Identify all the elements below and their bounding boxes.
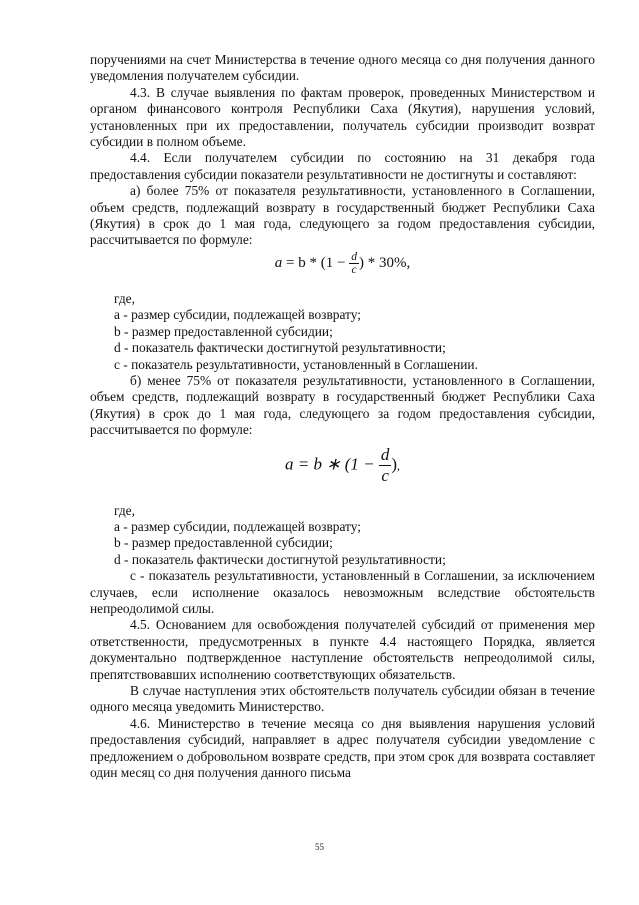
formula-a-lhs: a xyxy=(274,254,283,271)
formula-b-numerator: d xyxy=(380,444,390,464)
paragraph-4-3: 4.3. В случае выявления по фактам проверок, проведенных Министерством и органом финансового контроля Республики Саха (Якутия), нарушения условий, установленных при их предоставлении, получатель субсидии производит возврат субсидии в полном объеме. xyxy=(90,84,595,150)
paragraph-4-6: 4.6. Министерство в течение месяца со дня выявления нарушения условий предоставления субсидий, направляет в адрес получателя субсидии уведомление с предложением о добровольном возврате средств, при этом срок для возврата составляет один месяц со дня получения данного письма xyxy=(90,715,595,781)
paragraph-4-5: 4.5. Основанием для освобождения получателей субсидий от применения мер ответственности, предусмотренных в пункте 4.4 настоящего Порядка, является документально подтвержденное наступление обстоятельств непреодолимой силы, препятствовавших исполнению соответствующих обязательств. xyxy=(90,617,595,682)
paragraph-4-4-b: б) менее 75% от показателя результативности, установленного в Соглашении, объем средств, подлежащий возврату в государственный бюджет Республики Саха (Якутия) в срок до 1 мая года, следующего за годом предоставления субсидии, рассчитывается по формуле: xyxy=(90,372,595,438)
formula-a-rhs: ) * 30%, xyxy=(358,254,411,271)
where-label-1: где, xyxy=(114,290,135,306)
definition2-b: b - размер предоставленной субсидии; xyxy=(114,535,333,551)
formula-a-denominator: c xyxy=(349,263,359,276)
formula-b-rhs: ) xyxy=(391,453,398,473)
formula-a xyxy=(90,251,595,285)
where-label-2: где, xyxy=(114,502,135,518)
formula-a-eq: = b * (1 − xyxy=(282,254,346,271)
definition-b: b - размер предоставленной субсидии; xyxy=(114,323,333,339)
formula-b-lhs: a xyxy=(284,453,294,473)
formula-b-fraction xyxy=(379,445,392,486)
definition2-a: а - размер субсидии, подлежащей возврату; xyxy=(114,518,361,534)
definition2-d: d - показатель фактически достигнутой результативности; xyxy=(114,551,446,567)
formula-b-eq: = b ∗ (1 − xyxy=(293,453,375,473)
formula-b-denominator: c xyxy=(379,465,392,486)
paragraph-4-4: 4.4. Если получателем субсидии по состоянию на 31 декабря года предоставления субсидии показатели результативности не достигнуты и составляют: xyxy=(90,150,595,182)
definition-c: c - показатель результативности, установленный в Соглашении. xyxy=(114,356,478,372)
formula-b xyxy=(90,445,595,493)
formula-b-tail: , xyxy=(397,457,401,472)
definition2-c: с - показатель результативности, установленный в Соглашении, за исключением случаев, если исполнение оказалось невозможным вследствие обстоятельств непреодолимой силы. xyxy=(90,568,595,616)
paragraph-continuation: поручениями на счет Министерства в течение одного месяца со дня получения данного уведомления получателем субсидии. xyxy=(90,52,595,84)
paragraph-4-5-notice: В случае наступления этих обстоятельств получатель субсидии обязан в течение одного месяца уведомить Министерство. xyxy=(90,683,595,715)
definition-a: a - размер субсидии, подлежащей возврату; xyxy=(114,307,361,323)
paragraph-4-4-a: а) более 75% от показателя результативности, установленного в Соглашении, объем средств, подлежащий возврату в государственный бюджет Республики Саха (Якутия) в срок до 1 мая года, следующего за годом предоставления субсидии, рассчитывается по формуле: xyxy=(90,183,595,248)
definition-d: d - показатель фактически достигнутой результативности; xyxy=(114,340,446,356)
document-page xyxy=(90,52,595,781)
formula-a-numerator: d xyxy=(351,250,357,263)
formula-a-fraction xyxy=(349,251,359,276)
page-number: 55 xyxy=(315,842,324,852)
